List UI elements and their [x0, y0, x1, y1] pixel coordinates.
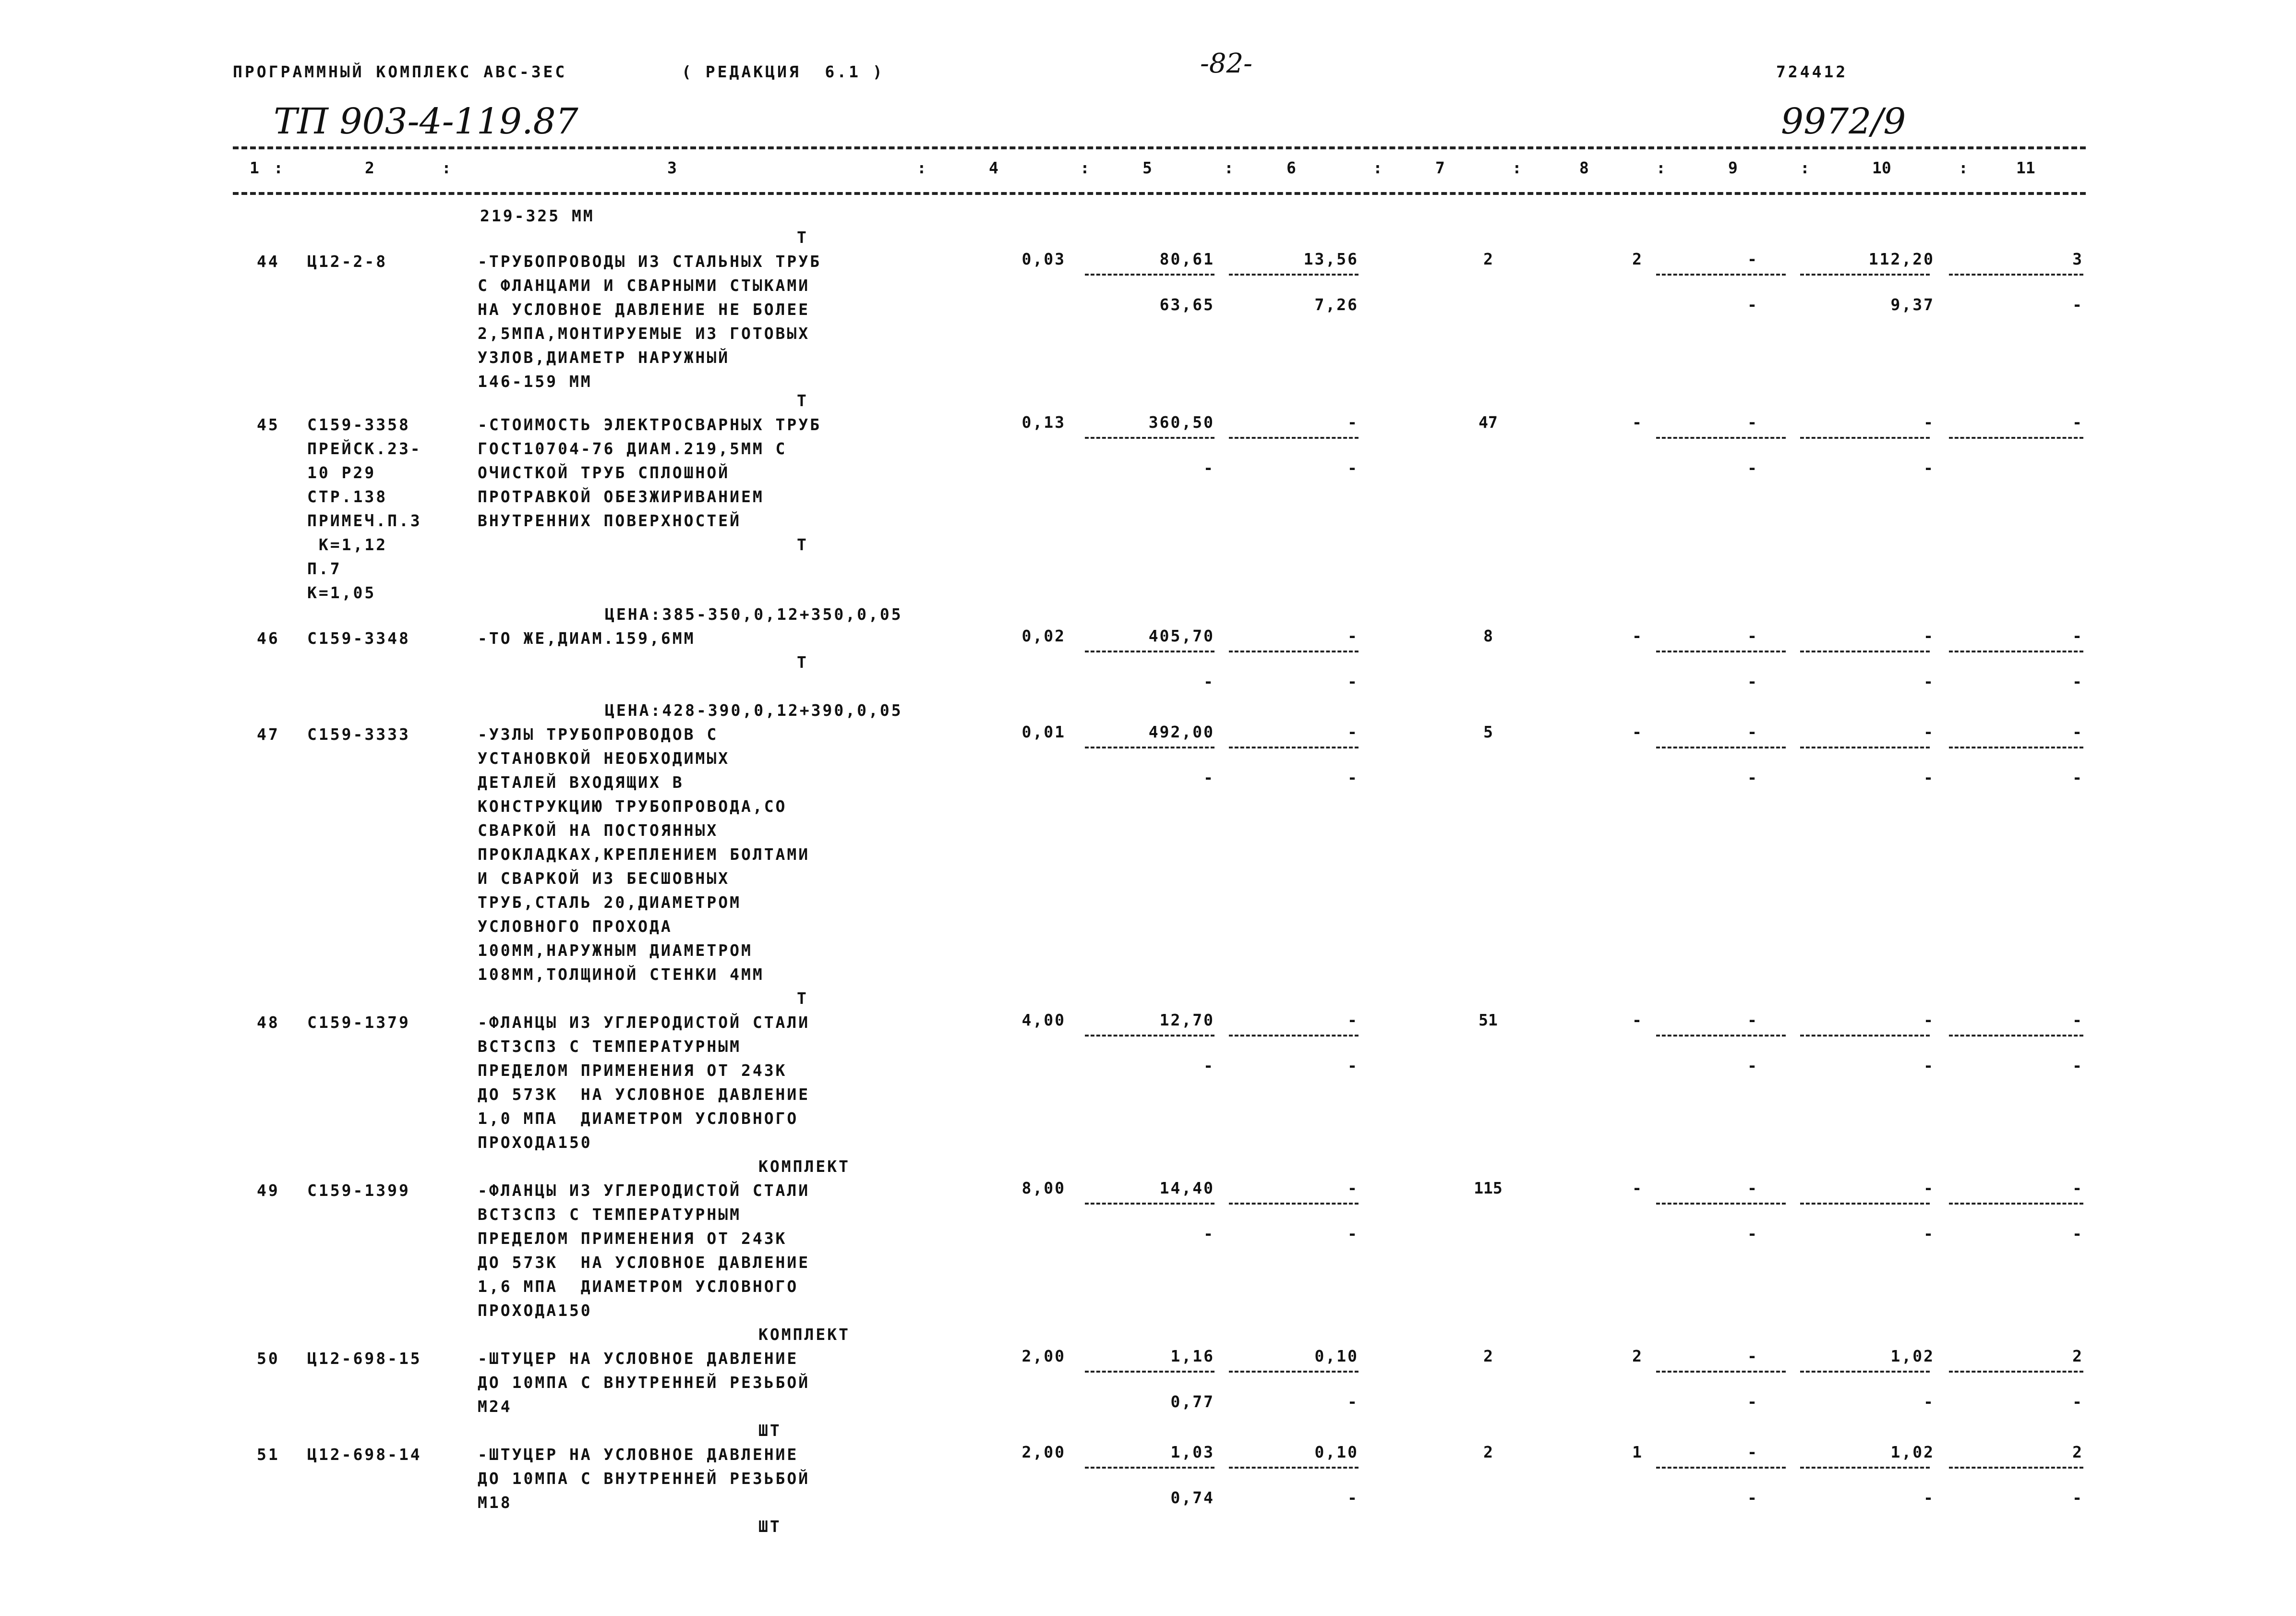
row-description: УСТАНОВКОЙ НЕОБХОДИМЫХ — [478, 749, 730, 768]
row-description: 108ММ,ТОЛЩИНОЙ СТЕНКИ 4ММ — [478, 965, 764, 984]
row-description: ПРЕДЕЛОМ ПРИМЕНЕНИЯ ОТ 243К — [478, 1061, 787, 1080]
col6-value: - — [1347, 1011, 1358, 1029]
row-description: -ШТУЦЕР НА УСЛОВНОЕ ДАВЛЕНИЕ — [478, 1445, 799, 1464]
column-header-9: 9 — [1728, 158, 1738, 177]
dashed-subrule — [1085, 1371, 1214, 1373]
dashed-subrule — [1800, 274, 1930, 276]
dashed-subrule — [1949, 1035, 2083, 1037]
dashed-subrule — [1229, 437, 1358, 439]
dashed-subrule — [1229, 1035, 1358, 1037]
row-unit: КОМПЛЕКТ — [758, 1157, 850, 1176]
col10-subvalue: 9,37 — [1890, 295, 1935, 314]
column-separator: : — [1800, 158, 1810, 177]
col11-subvalue: - — [2072, 768, 2083, 787]
dashed-subrule — [1949, 1467, 2083, 1469]
page-number: -82- — [1200, 48, 1253, 79]
row-description: НА УСЛОВНОЕ ДАВЛЕНИЕ НЕ БОЛЕЕ — [478, 300, 810, 319]
edition-label: ( РЕДАКЦИЯ 6.1 ) — [682, 62, 885, 81]
row-pre-marker: ЦЕНА:428-390,0,12+390,0,05 — [605, 701, 903, 720]
col11-subvalue: - — [2072, 1056, 2083, 1075]
col10-value: - — [1923, 723, 1935, 741]
col7-value: 51 — [1479, 1011, 1498, 1029]
row-unit: КОМПЛЕКТ — [758, 1325, 850, 1344]
row-code: СТР.138 — [307, 487, 388, 506]
column-header-5: 5 — [1142, 158, 1152, 177]
row-description: ТРУБ,СТАЛЬ 20,ДИАМЕТРОМ — [478, 893, 741, 912]
row-code: 10 Р29 — [307, 463, 376, 482]
col9-value: - — [1747, 1443, 1757, 1461]
col5-subvalue: - — [1203, 768, 1214, 787]
header-rule-bottom — [233, 192, 2086, 195]
row-description: ПРОКЛАДКАХ,КРЕПЛЕНИЕМ БОЛТАМИ — [478, 845, 810, 864]
dashed-subrule — [1656, 1371, 1786, 1373]
col9-value: - — [1747, 723, 1757, 741]
row-description: ДО 573К НА УСЛОВНОЕ ДАВЛЕНИЕ — [478, 1085, 810, 1104]
row-number: 49 — [257, 1181, 280, 1200]
dashed-subrule — [1085, 274, 1214, 276]
row-number: 46 — [257, 629, 280, 648]
col6-value: 0,10 — [1314, 1347, 1358, 1365]
col4-quantity: 0,03 — [1022, 250, 1066, 268]
row-description: ВНУТРЕННИХ ПОВЕРХНОСТЕЙ — [478, 511, 741, 530]
col5-subvalue: 0,77 — [1170, 1392, 1214, 1411]
col9-subvalue: - — [1747, 1056, 1757, 1075]
column-separator: : — [1224, 158, 1234, 177]
dashed-subrule — [1800, 1035, 1930, 1037]
col4-quantity: 8,00 — [1022, 1179, 1066, 1197]
col10-subvalue: - — [1923, 768, 1935, 787]
row-code: ПРЕЙСК.23- — [307, 439, 422, 458]
row-unit: Т — [797, 989, 808, 1008]
col9-value: - — [1747, 627, 1757, 645]
row-description: ДЕТАЛЕЙ ВХОДЯЩИХ В — [478, 773, 684, 792]
col7-value: 8 — [1483, 627, 1493, 645]
col6-subvalue: - — [1347, 768, 1358, 787]
dashed-subrule — [1800, 1203, 1930, 1205]
row-description: -ШТУЦЕР НА УСЛОВНОЕ ДАВЛЕНИЕ — [478, 1349, 799, 1368]
col4-quantity: 0,02 — [1022, 627, 1066, 645]
dashed-subrule — [1800, 1467, 1930, 1469]
row-description: 1,6 МПА ДИАМЕТРОМ УСЛОВНОГО — [478, 1277, 799, 1296]
col6-subvalue: - — [1347, 1488, 1358, 1507]
row-description: 1,0 МПА ДИАМЕТРОМ УСЛОВНОГО — [478, 1109, 799, 1128]
row-code: К=1,12 — [307, 535, 388, 554]
document-code: 724412 — [1776, 62, 1848, 81]
dashed-subrule — [1656, 437, 1786, 439]
col4-quantity: 4,00 — [1022, 1011, 1066, 1029]
col11-subvalue: - — [2072, 295, 2083, 314]
row-description: 2,5МПА,МОНТИРУЕМЫЕ ИЗ ГОТОВЫХ — [478, 324, 810, 343]
col10-subvalue: - — [1923, 1224, 1935, 1243]
row-number: 51 — [257, 1445, 280, 1464]
col11-value: 2 — [2072, 1347, 2083, 1365]
col5-subvalue: - — [1203, 1056, 1214, 1075]
col5-subvalue: - — [1203, 1224, 1214, 1243]
col9-subvalue: - — [1747, 1224, 1757, 1243]
row-code: Ц12-2-8 — [307, 252, 388, 271]
col11-value: 3 — [2072, 250, 2083, 268]
row-description: СВАРКОЙ НА ПОСТОЯННЫХ — [478, 821, 719, 840]
row-code: С159-3348 — [307, 629, 410, 648]
row-description: ДО 573К НА УСЛОВНОЕ ДАВЛЕНИЕ — [478, 1253, 810, 1272]
row-number: 50 — [257, 1349, 280, 1368]
dashed-subrule — [1085, 1203, 1214, 1205]
row-unit: Т — [797, 653, 808, 672]
row-code: С159-3358 — [307, 415, 410, 434]
col9-subvalue: - — [1747, 458, 1757, 477]
row-number: 47 — [257, 725, 280, 744]
col9-value: - — [1747, 250, 1757, 268]
dashed-subrule — [1229, 1203, 1358, 1205]
dashed-subrule — [1656, 1467, 1786, 1469]
col4-quantity: 2,00 — [1022, 1443, 1066, 1461]
row-description: УЗЛОВ,ДИАМЕТР НАРУЖНЫЙ — [478, 348, 730, 367]
col6-subvalue: - — [1347, 1392, 1358, 1411]
col8-value: 2 — [1632, 250, 1642, 268]
col11-subvalue: - — [2072, 1392, 2083, 1411]
dashed-subrule — [1085, 651, 1214, 652]
dashed-subrule — [1949, 651, 2083, 652]
row-number: 48 — [257, 1013, 280, 1032]
row-description: -УЗЛЫ ТРУБОПРОВОДОВ С — [478, 725, 719, 744]
dashed-subrule — [1949, 1203, 2083, 1205]
col5-value: 1,03 — [1170, 1443, 1214, 1461]
col8-value: - — [1632, 1179, 1642, 1197]
dashed-subrule — [1949, 274, 2083, 276]
col9-subvalue: - — [1747, 768, 1757, 787]
col11-subvalue: - — [2072, 1488, 2083, 1507]
col4-quantity: 0,13 — [1022, 413, 1066, 432]
column-separator: : — [1656, 158, 1666, 177]
dashed-subrule — [1229, 1467, 1358, 1469]
col10-value: - — [1923, 627, 1935, 645]
row-description: С ФЛАНЦАМИ И СВАРНЫМИ СТЫКАМИ — [478, 276, 810, 295]
row-description: ВСТ3СП3 С ТЕМПЕРАТУРНЫМ — [478, 1205, 741, 1224]
col6-value: 13,56 — [1303, 250, 1358, 268]
row-unit: ШТ — [758, 1421, 781, 1440]
row-pre-marker: Т — [797, 228, 808, 247]
col9-value: - — [1747, 1011, 1757, 1029]
col10-value: 112,20 — [1868, 250, 1935, 268]
column-separator: : — [442, 158, 451, 177]
col11-value: - — [2072, 627, 2083, 645]
dashed-subrule — [1085, 437, 1214, 439]
col5-subvalue: 0,74 — [1170, 1488, 1214, 1507]
sheet-number-handwritten: 9972/9 — [1781, 101, 1906, 142]
header-rule-top — [233, 146, 2086, 149]
col5-subvalue: 63,65 — [1159, 295, 1214, 314]
col6-subvalue: - — [1347, 1056, 1358, 1075]
column-header-2: 2 — [365, 158, 374, 177]
col4-quantity: 0,01 — [1022, 723, 1066, 741]
col9-value: - — [1747, 1347, 1757, 1365]
col7-value: 2 — [1483, 1443, 1493, 1461]
col11-subvalue: - — [2072, 1224, 2083, 1243]
dashed-subrule — [1656, 747, 1786, 748]
dashed-subrule — [1800, 651, 1930, 652]
col5-subvalue: - — [1203, 458, 1214, 477]
column-header-6: 6 — [1286, 158, 1296, 177]
col11-value: 2 — [2072, 1443, 2083, 1461]
dashed-subrule — [1949, 1371, 2083, 1373]
dashed-subrule — [1085, 1467, 1214, 1469]
column-header-10: 10 — [1872, 158, 1891, 177]
col10-value: 1,02 — [1890, 1443, 1935, 1461]
col6-subvalue: - — [1347, 1224, 1358, 1243]
row-description: ГОСТ10704-76 ДИАМ.219,5ММ С — [478, 439, 787, 458]
col9-subvalue: - — [1747, 672, 1757, 691]
dashed-subrule — [1229, 274, 1358, 276]
row-number: 44 — [257, 252, 280, 271]
col6-value: - — [1347, 413, 1358, 432]
col9-subvalue: - — [1747, 1488, 1757, 1507]
row-code: К=1,05 — [307, 583, 376, 602]
col11-value: - — [2072, 723, 2083, 741]
column-separator: : — [1512, 158, 1522, 177]
row-description: ОЧИСТКОЙ ТРУБ СПЛОШНОЙ — [478, 463, 730, 482]
row-code: С159-3333 — [307, 725, 410, 744]
col7-value: 2 — [1483, 250, 1493, 268]
col10-value: - — [1923, 1011, 1935, 1029]
col8-value: 1 — [1632, 1443, 1642, 1461]
col6-subvalue: - — [1347, 672, 1358, 691]
col6-subvalue: - — [1347, 458, 1358, 477]
col11-value: - — [2072, 1179, 2083, 1197]
row-description: ДО 10МПА С ВНУТРЕННЕЙ РЕЗЬБОЙ — [478, 1469, 810, 1488]
row-description: -ТРУБОПРОВОДЫ ИЗ СТАЛЬНЫХ ТРУБ — [478, 252, 822, 271]
row-description: ДО 10МПА С ВНУТРЕННЕЙ РЕЗЬБОЙ — [478, 1373, 810, 1392]
dashed-subrule — [1656, 651, 1786, 652]
column-separator: : — [917, 158, 926, 177]
dashed-subrule — [1085, 1035, 1214, 1037]
col8-value: - — [1632, 413, 1642, 432]
row-code: Ц12-698-15 — [307, 1349, 422, 1368]
col8-value: - — [1632, 723, 1642, 741]
col6-value: 0,10 — [1314, 1443, 1358, 1461]
col10-value: 1,02 — [1890, 1347, 1935, 1365]
dashed-subrule — [1949, 437, 2083, 439]
col5-subvalue: - — [1203, 672, 1214, 691]
dashed-subrule — [1800, 747, 1930, 748]
row-description: -ФЛАНЦЫ ИЗ УГЛЕРОДИСТОЙ СТАЛИ — [478, 1181, 810, 1200]
column-header-11: 11 — [2016, 158, 2035, 177]
row-description: ПРЕДЕЛОМ ПРИМЕНЕНИЯ ОТ 243К — [478, 1229, 787, 1248]
col9-value: - — [1747, 1179, 1757, 1197]
col11-subvalue: - — [2072, 672, 2083, 691]
row-pre-marker: Т — [797, 391, 808, 410]
col7-value: 47 — [1479, 413, 1498, 432]
column-separator: : — [274, 158, 283, 177]
col5-value: 360,50 — [1148, 413, 1214, 432]
continuation-text: 219-325 ММ — [480, 206, 595, 225]
dashed-subrule — [1229, 747, 1358, 748]
column-separator: : — [1959, 158, 1968, 177]
col4-quantity: 2,00 — [1022, 1347, 1066, 1365]
row-description: КОНСТРУКЦИЮ ТРУБОПРОВОДА,СО — [478, 797, 787, 816]
col6-value: - — [1347, 1179, 1358, 1197]
dashed-subrule — [1949, 747, 2083, 748]
row-unit: Т — [797, 535, 808, 554]
column-separator: : — [1373, 158, 1382, 177]
col10-subvalue: - — [1923, 672, 1935, 691]
col6-value: - — [1347, 627, 1358, 645]
row-description: -СТОИМОСТЬ ЭЛЕКТРОСВАРНЫХ ТРУБ — [478, 415, 822, 434]
col9-subvalue: - — [1747, 1392, 1757, 1411]
col8-value: - — [1632, 627, 1642, 645]
col7-value: 2 — [1483, 1347, 1493, 1365]
row-code: ПРИМЕЧ.П.3 — [307, 511, 422, 530]
row-description: ПРОХОДА150 — [478, 1133, 592, 1152]
col9-value: - — [1747, 413, 1757, 432]
col11-value: - — [2072, 413, 2083, 432]
row-description: И СВАРКОЙ ИЗ БЕСШОВНЫХ — [478, 869, 730, 888]
col10-subvalue: - — [1923, 458, 1935, 477]
col9-subvalue: - — [1747, 295, 1757, 314]
row-unit: ШТ — [758, 1517, 781, 1536]
row-pre-marker: ЦЕНА:385-350,0,12+350,0,05 — [605, 605, 903, 624]
column-header-1: 1 — [250, 158, 259, 177]
dashed-subrule — [1800, 1371, 1930, 1373]
col10-value: - — [1923, 413, 1935, 432]
col5-value: 1,16 — [1170, 1347, 1214, 1365]
col5-value: 12,70 — [1159, 1011, 1214, 1029]
row-description: УСЛОВНОГО ПРОХОДА — [478, 917, 673, 936]
col6-value: - — [1347, 723, 1358, 741]
row-code: С159-1399 — [307, 1181, 410, 1200]
program-title: ПРОГРАММНЫЙ КОМПЛЕКС АВС-3ЕС — [233, 62, 567, 81]
col10-value: - — [1923, 1179, 1935, 1197]
col10-subvalue: - — [1923, 1392, 1935, 1411]
col8-value: - — [1632, 1011, 1642, 1029]
row-number: 45 — [257, 415, 280, 434]
row-description: 100ММ,НАРУЖНЫМ ДИАМЕТРОМ — [478, 941, 753, 960]
row-description: -ФЛАНЦЫ ИЗ УГЛЕРОДИСТОЙ СТАЛИ — [478, 1013, 810, 1032]
col10-subvalue: - — [1923, 1488, 1935, 1507]
row-description: -ТО ЖЕ,ДИАМ.159,6ММ — [478, 629, 696, 648]
dashed-subrule — [1800, 437, 1930, 439]
dashed-subrule — [1656, 274, 1786, 276]
row-description: М18 — [478, 1493, 512, 1512]
row-code: С159-1379 — [307, 1013, 410, 1032]
dashed-subrule — [1229, 1371, 1358, 1373]
col11-value: - — [2072, 1011, 2083, 1029]
col5-value: 405,70 — [1148, 627, 1214, 645]
column-header-4: 4 — [989, 158, 998, 177]
col5-value: 492,00 — [1148, 723, 1214, 741]
row-description: М24 — [478, 1397, 512, 1416]
dashed-subrule — [1656, 1203, 1786, 1205]
col10-subvalue: - — [1923, 1056, 1935, 1075]
row-description: ПРОХОДА150 — [478, 1301, 592, 1320]
row-code: Ц12-698-14 — [307, 1445, 422, 1464]
column-separator: : — [1080, 158, 1090, 177]
row-description: ПРОТРАВКОЙ ОБЕЗЖИРИВАНИЕМ — [478, 487, 764, 506]
project-number-handwritten: ТП 903-4-119.87 — [274, 101, 578, 142]
column-header-3: 3 — [667, 158, 677, 177]
col5-value: 14,40 — [1159, 1179, 1214, 1197]
dashed-subrule — [1229, 651, 1358, 652]
column-header-7: 7 — [1435, 158, 1445, 177]
col5-value: 80,61 — [1159, 250, 1214, 268]
col8-value: 2 — [1632, 1347, 1642, 1365]
row-code: П.7 — [307, 559, 342, 578]
col6-subvalue: 7,26 — [1314, 295, 1358, 314]
dashed-subrule — [1085, 747, 1214, 748]
col7-value: 115 — [1474, 1179, 1503, 1197]
col7-value: 5 — [1483, 723, 1493, 741]
column-header-8: 8 — [1579, 158, 1589, 177]
dashed-subrule — [1656, 1035, 1786, 1037]
row-description: ВСТ3СП3 С ТЕМПЕРАТУРНЫМ — [478, 1037, 741, 1056]
row-description: 146-159 ММ — [478, 372, 592, 391]
